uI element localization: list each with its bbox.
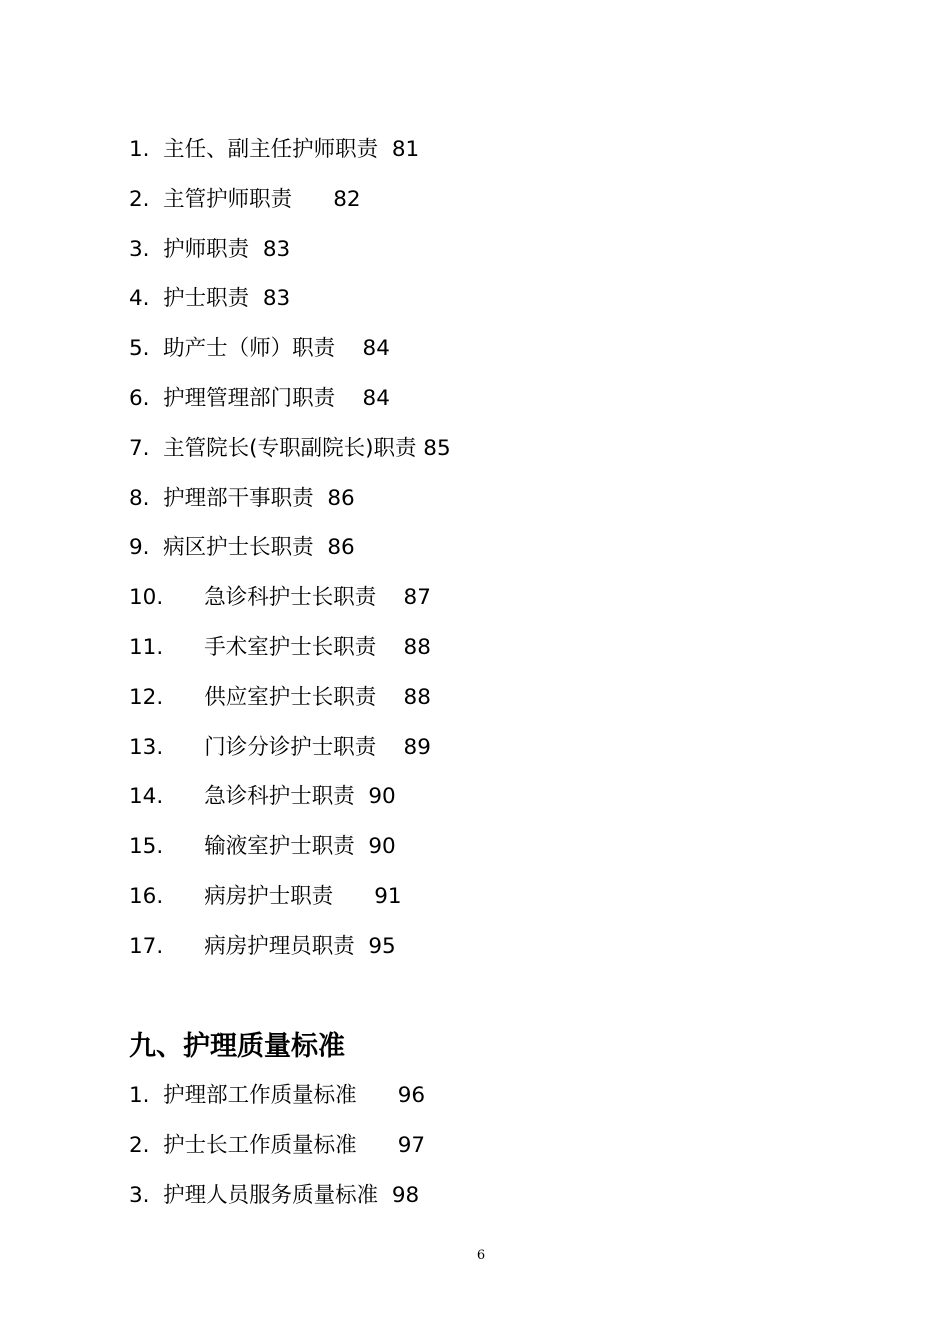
toc-entry[interactable]: 13. 门诊分诊护士职责 89 xyxy=(129,734,431,760)
toc-entry[interactable]: 7. 主管院长(专职副院长)职责 85 xyxy=(129,435,451,461)
toc-entry[interactable]: 9. 病区护士长职责 86 xyxy=(129,535,355,561)
toc-entry[interactable]: 12. 供应室护士长职责 88 xyxy=(129,684,431,710)
toc-entry[interactable]: 1. 主任、副主任护师职责 81 xyxy=(129,137,420,162)
toc-entry[interactable]: 11. 手术室护士长职责 88 xyxy=(129,634,431,660)
toc-entry[interactable]: 4. 护士职责 83 xyxy=(129,286,291,312)
toc-entry[interactable]: 3. 护师职责 83 xyxy=(129,236,291,262)
toc-entry[interactable]: 10. 急诊科护士长职责 87 xyxy=(129,585,431,611)
toc-entry[interactable]: 5. 助产士（师）职责 84 xyxy=(129,336,390,362)
toc-entry[interactable]: 17. 病房护理员职责 95 xyxy=(129,933,396,959)
toc-entry[interactable]: 8. 护理部干事职责 86 xyxy=(129,485,355,511)
page-number: 6 xyxy=(476,1248,486,1263)
toc-entry[interactable]: 14. 急诊科护士职责 90 xyxy=(129,784,396,810)
toc-entry[interactable]: 6. 护理管理部门职责 84 xyxy=(129,385,390,411)
toc-entry[interactable]: 3. 护理人员服务质量标准 98 xyxy=(129,1182,420,1208)
toc-list-quality-standards xyxy=(129,1077,425,1226)
toc-entry[interactable]: 15. 输液室护士职责 90 xyxy=(129,834,396,860)
toc-entry[interactable]: 2. 护士长工作质量标准 97 xyxy=(129,1132,426,1158)
toc-entry[interactable]: 16. 病房护士职责 91 xyxy=(129,883,402,909)
toc-entry[interactable]: 2. 主管护师职责 82 xyxy=(129,186,361,212)
toc-list-duties xyxy=(129,131,451,978)
section-heading[interactable]: 九、护理质量标准 xyxy=(129,1031,345,1062)
toc-entry[interactable]: 1. 护理部工作质量标准 96 xyxy=(129,1083,426,1108)
